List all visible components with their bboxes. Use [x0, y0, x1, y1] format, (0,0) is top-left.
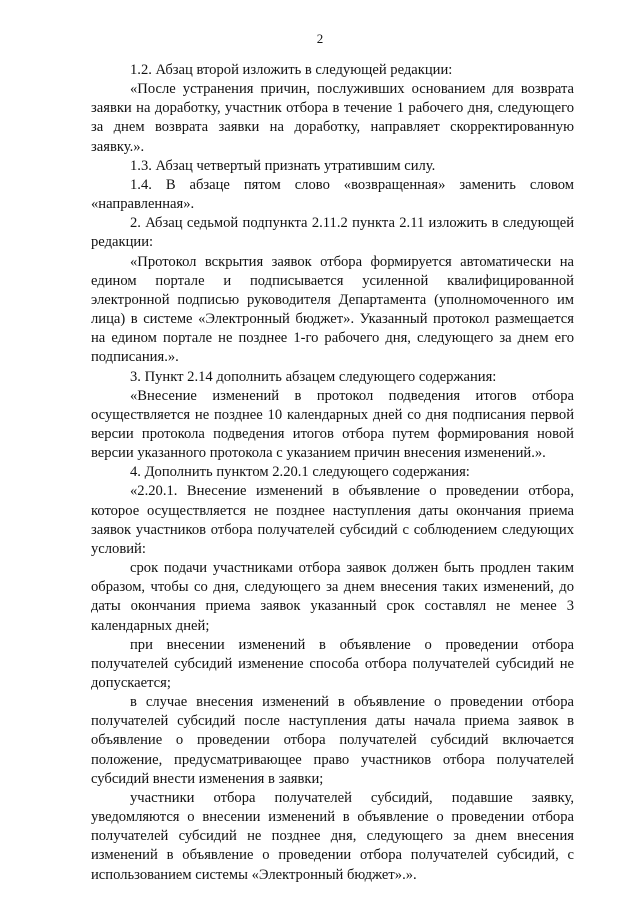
paragraph-condition-notification: участники отбора получателей субсидий, подавшие заявку, уведомляются о внесении изменений в объявление о проведении отбора получателей субсидий не позднее дня, следующего за днем внесения изменений в объявление о проведении отбора получателей субсидий, с использованием системы «Электронный бюджет».». — [91, 789, 574, 883]
paragraph-condition-changes: в случае внесения изменений в объявление о проведении отбора получателей субсидий после наступления даты начала приема заявок в объявление о проведении отбора получателей субсидий включается положение, предусматривающее право участников отбора получателей субсидий внести изменения в заявки; — [91, 694, 574, 787]
paragraph-1-4: 1.4. В абзаце пятом слово «возвращенная» заменить словом «направленная». — [91, 176, 574, 213]
paragraph-quote-protocol-changes: «Внесение изменений в протокол подведения итогов отбора осуществляется не позднее 10 календарных дней со дня подписания первой версии протокола подведения итогов отбора путем формирования новой версии указанного протокола с указанием причин внесения изменений.». — [91, 387, 574, 462]
paragraph-1-2: 1.2. Абзац второй изложить в следующей редакции: — [130, 62, 453, 78]
paragraph-quote-protocol: «Протокол вскрытия заявок отбора формируется автоматически на едином портале и подписывается усиленной квалифицированной электронной подписью руководителя Департамента (уполномоченного им лица) в системе «Электронный бюджет». Указанный протокол размещается на едином портале не позднее 1-го рабочего дня, следующего за днем его подписания.». — [91, 253, 574, 366]
paragraph-condition-deadline: срок подачи участниками отбора заявок должен быть продлен таким образом, чтобы со дня, следующего за днем внесения таких изменений, до даты окончания приема заявок указанный срок составлял не менее 3 календарных дней; — [91, 560, 574, 634]
page-number: 2 — [316, 31, 324, 46]
paragraph-2: 2. Абзац седьмой подпункта 2.11.2 пункта 2.11 изложить в следующей редакции: — [91, 215, 574, 251]
paragraph-4: 4. Дополнить пунктом 2.20.1 следующего содержания: — [130, 464, 470, 481]
paragraph-quote-resubmission: «После устранения причин, послуживших основанием для возврата заявки на доработку, участник отбора в течение 1 рабочего дня, следующего за днем возврата заявки на доработку, направляет скорректированную заявку.». — [91, 81, 574, 155]
paragraph-condition-method: при внесении изменений в объявление о проведении отбора получателей субсидий изменение способа отбора получателей субсидий не допускается; — [91, 636, 574, 691]
paragraph-3: 3. Пункт 2.14 дополнить абзацем следующего содержания: — [130, 368, 497, 385]
paragraph-2-20-1: «2.20.1. Внесение изменений в объявление о проведении отбора, которое осуществляется не позднее наступления даты окончания приема заявок участников отбора получателей субсидий с соблюдением следующих условий: — [91, 483, 574, 557]
document-body — [91, 61, 574, 885]
paragraph-1-3: 1.3. Абзац четвертый признать утратившим силу. — [130, 157, 436, 174]
